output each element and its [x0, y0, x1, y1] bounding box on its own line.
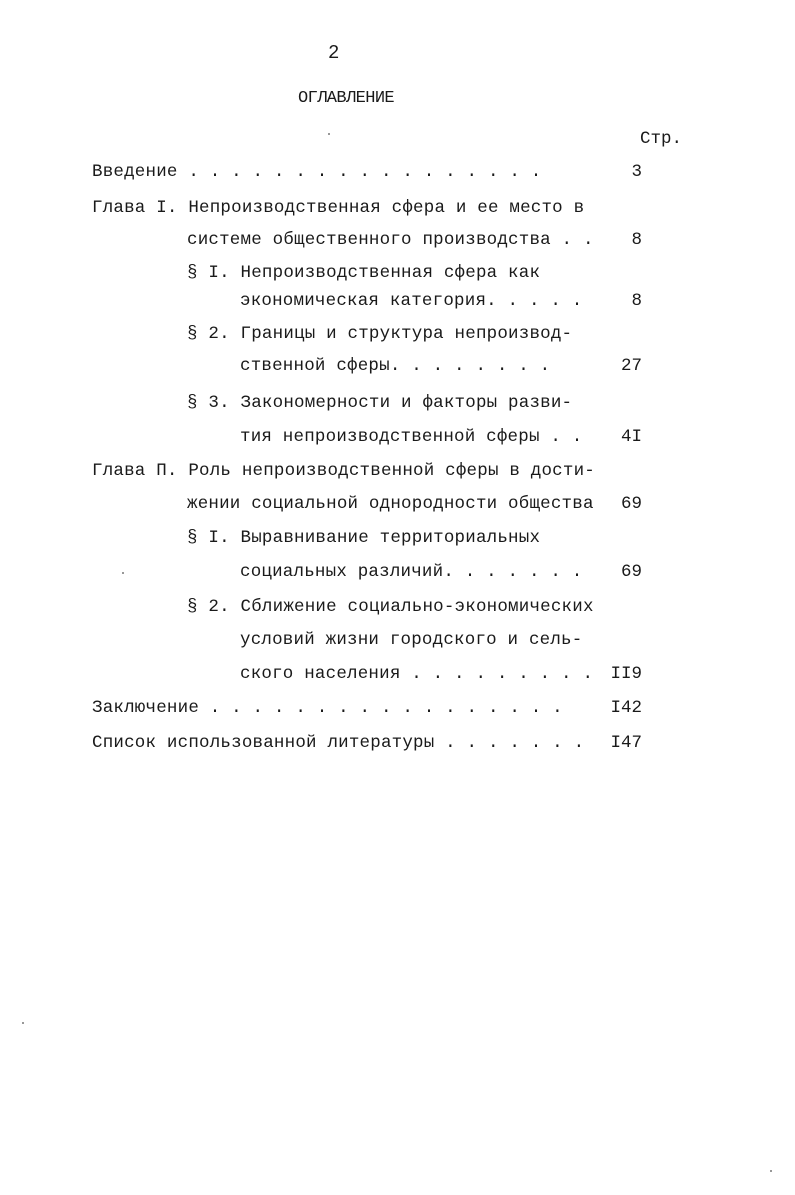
toc-page-section-1-3: 4I [620, 427, 642, 447]
toc-entry-bibliography: Список использованной литературы . . . . . . . [92, 733, 585, 753]
toc-entry-section-1-3: § 3. Закономерности и факторы разви- [187, 393, 573, 413]
toc-entry-conclusion: Заключение . . . . . . . . . . . . . . . . . [92, 698, 563, 718]
toc-entry-section-2-2-cont: условий жизни городского и сель- [240, 630, 583, 650]
toc-page-section-1-2: 27 [620, 356, 642, 376]
scan-speck [770, 1170, 772, 1172]
toc-entry-section-1-3-cont: тия непроизводственной сферы . . [240, 427, 583, 447]
toc-entry-chapter-2: Глава П. Роль непроизводственной сферы в дости- [92, 461, 595, 481]
page-number: 2 [328, 42, 340, 64]
toc-entry-chapter-1: Глава I. Непроизводственная сфера и ее место в [92, 198, 585, 218]
toc-entry-section-1-2: § 2. Границы и структура непроизвод- [187, 324, 573, 344]
toc-entry-section-2-2: § 2. Сближение социально-экономических [187, 597, 594, 617]
scan-speck [122, 572, 124, 574]
toc-page-section-2-1: 69 [620, 562, 642, 582]
toc-entry-section-2-1: § I. Выравнивание территориальных [187, 528, 541, 548]
toc-page-chapter-2: 69 [620, 494, 642, 514]
toc-entry-section-1-1-cont: экономическая категория. . . . . [240, 291, 583, 311]
toc-page-section-1-1: 8 [631, 291, 642, 311]
scan-speck [22, 1022, 24, 1024]
toc-entry-introduction: Введение . . . . . . . . . . . . . . . . . [92, 162, 542, 182]
toc-page-bibliography: I47 [610, 733, 642, 753]
page-column-header: Стр. [640, 129, 683, 149]
scan-speck [328, 133, 330, 135]
toc-entry-section-2-2-cont2: ского населения . . . . . . . . . [240, 664, 594, 684]
toc-page-chapter-1: 8 [631, 230, 642, 250]
toc-entry-chapter-2-cont: жении социальной однородности общества [187, 494, 594, 514]
toc-entry-chapter-1-cont: системе общественного производства . . [187, 230, 594, 250]
toc-page-introduction: 3 [631, 162, 642, 182]
toc-entry-section-2-1-cont: социальных различий. . . . . . . [240, 562, 583, 582]
toc-entry-section-1-2-cont: ственной сферы. . . . . . . . [240, 356, 551, 376]
toc-entry-section-1-1: § I. Непроизводственная сфера как [187, 263, 541, 283]
toc-page-section-2-2: II9 [610, 664, 642, 684]
toc-title: ОГЛАВЛЕНИЕ [298, 89, 395, 108]
toc-page-conclusion: I42 [610, 698, 642, 718]
